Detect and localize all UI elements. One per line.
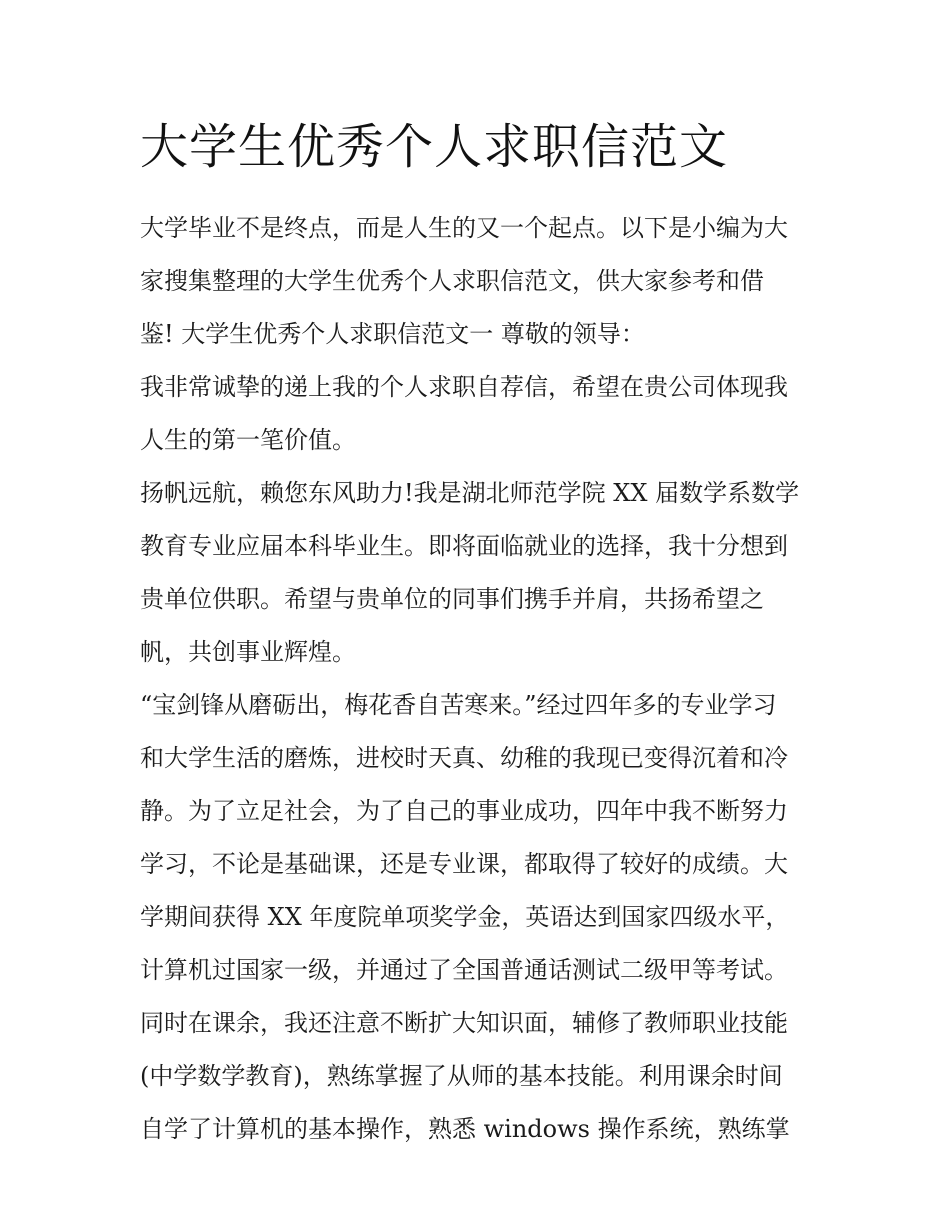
text-line: 和大学生活的磨炼，进校时天真、幼稚的我现已变得沉着和冷 <box>140 744 788 772</box>
text-line: 帆，共创事业辉煌。 <box>140 638 356 666</box>
text-line: 学期间获得 XX 年度院单项奖学金，英语达到国家四级水平， <box>140 903 790 931</box>
text-line: 家搜集整理的大学生优秀个人求职信范文，供大家参考和借 <box>140 267 764 295</box>
text-line: 贵单位供职。希望与贵单位的同事们携手并肩，共扬希望之 <box>140 585 764 613</box>
text-line: 我非常诚挚的递上我的个人求职自荐信，希望在贵公司体现我 <box>140 373 788 401</box>
document-body <box>140 202 812 1156</box>
text-line: “宝剑锋从磨砺出，梅花香自苦寒来。”经过四年多的专业学习 <box>140 691 777 719</box>
text-line: 自学了计算机的基本操作，熟悉 windows 操作系统，熟练掌 <box>140 1115 790 1143</box>
text-line: 大学毕业不是终点，而是人生的又一个起点。以下是小编为大 <box>140 214 788 242</box>
text-line: 计算机过国家一级，并通过了全国普通话测试二级甲等考试。 <box>140 956 788 984</box>
text-line: 教育专业应届本科毕业生。即将面临就业的选择，我十分想到 <box>140 532 788 560</box>
text-line: 人生的第一笔价值。 <box>140 426 356 454</box>
text-line: 扬帆远航，赖您东风助力!我是湖北师范学院 XX 届数学系数学 <box>140 479 800 507</box>
text-line: 静。为了立足社会，为了自己的事业成功，四年中我不断努力 <box>140 797 788 825</box>
document-page <box>140 112 812 1156</box>
document-title: 大学生优秀个人求职信范文 <box>140 119 729 175</box>
text-line: 学习，不论是基础课，还是专业课，都取得了较好的成绩。大 <box>140 850 788 878</box>
text-line: 同时在课余，我还注意不断扩大知识面，辅修了教师职业技能 <box>140 1009 788 1037</box>
text-line: 鉴! 大学生优秀个人求职信范文一 尊敬的领导： <box>140 320 645 348</box>
text-line: (中学数学教育)，熟练掌握了从师的基本技能。利用课余时间 <box>140 1062 783 1090</box>
